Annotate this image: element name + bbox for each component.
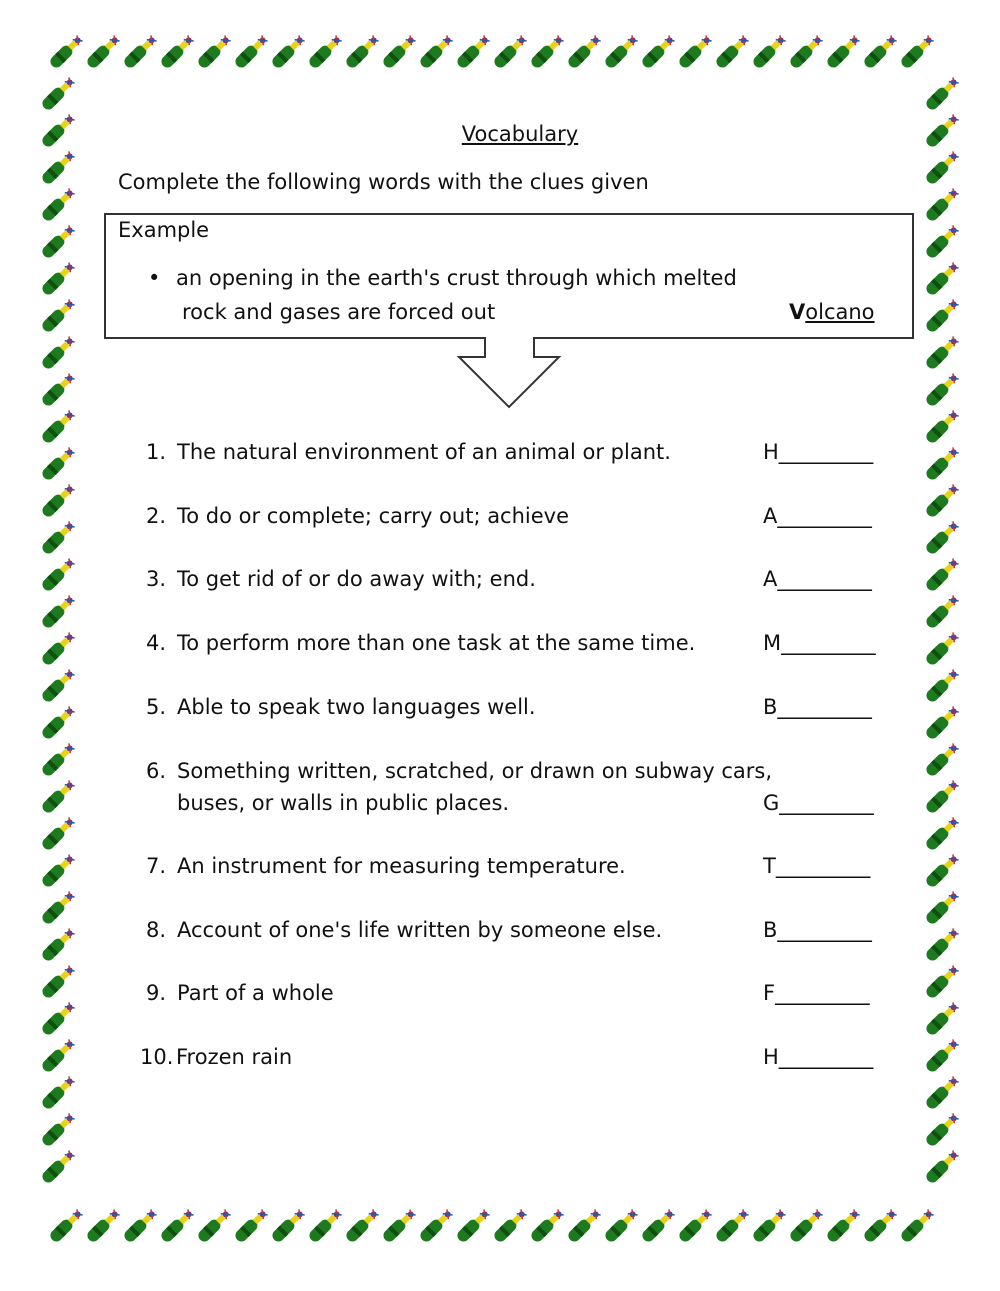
bottle-icon [40,372,76,408]
answer-blank[interactable]: A_________ [763,504,872,528]
question-number: 8. [146,918,167,942]
bottle-icon [40,187,76,223]
bottle-icon [924,298,960,334]
question-clue: Part of a whole [177,981,334,1005]
question-number: 5. [146,695,167,719]
bottle-icon [233,34,269,70]
question-clue: Able to speak two languages well. [177,695,536,719]
bottle-icon [924,1112,960,1148]
bottle-icon [85,1208,121,1244]
bottle-icon [924,964,960,1000]
bottle-icon [924,1038,960,1074]
bottle-icon [603,1208,639,1244]
bottle-icon [924,594,960,630]
bottle-icon [788,34,824,70]
instruction-text: Complete the following words with the clues given [118,170,649,194]
answer-blank[interactable]: M_________ [763,631,876,655]
bottle-icon [566,1208,602,1244]
bottle-icon [48,1208,84,1244]
question-number: 3. [146,567,167,591]
question-clue: The natural environment of an animal or plant. [177,440,671,464]
bottle-icon [40,1075,76,1111]
bottle-icon [924,261,960,297]
question-clue-continued: buses, or walls in public places. [177,791,510,815]
bottle-icon [529,1208,565,1244]
bottle-icon [751,34,787,70]
bottle-icon [40,964,76,1000]
bottle-icon [159,34,195,70]
bottle-icon [825,34,861,70]
bottle-icon [455,1208,491,1244]
bottle-icon [418,1208,454,1244]
bottle-icon [714,1208,750,1244]
question-clue: To perform more than one task at the same time. [177,631,696,655]
example-answer-rest: olcano [805,300,875,324]
bottle-icon [862,34,898,70]
answer-blank[interactable]: H_________ [763,1045,874,1069]
bottle-icon [122,34,158,70]
answer-blank[interactable]: B_________ [763,918,872,942]
bottle-icon [40,1112,76,1148]
bottle-icon [40,298,76,334]
bottle-icon [529,34,565,70]
bottle-icon [924,631,960,667]
question-number: 9. [146,981,167,1005]
bottle-icon [196,1208,232,1244]
example-label: Example [118,218,210,242]
bottle-icon [40,557,76,593]
example-box [104,213,914,339]
bottle-icon [924,890,960,926]
bottle-icon [924,705,960,741]
bottle-icon [924,1001,960,1037]
bottle-icon [40,409,76,445]
question-clue: Account of one's life written by someone else. [177,918,663,942]
bottle-icon [40,927,76,963]
bottle-icon [899,34,935,70]
question-number: 6. [146,759,167,783]
answer-blank[interactable]: A_________ [763,567,872,591]
bottle-icon [40,335,76,371]
bottle-icon [924,372,960,408]
question-clue: To do or complete; carry out; achieve [177,504,570,528]
question-number: 7. [146,854,167,878]
bottle-icon [924,483,960,519]
example-answer-first-letter: V [789,300,806,324]
bottle-icon [640,1208,676,1244]
bottle-icon [924,520,960,556]
bottle-icon [40,76,76,112]
example-clue-line1: an opening in the earth's crust through which melted [176,266,737,290]
bottle-icon [751,1208,787,1244]
bottle-icon [40,705,76,741]
bottle-icon [307,34,343,70]
bottle-icon [40,816,76,852]
bottle-icon [924,409,960,445]
bottle-icon [924,150,960,186]
example-bullet: • [148,266,161,290]
bottle-icon [381,34,417,70]
bottle-icon [344,34,380,70]
question-number: 1. [146,440,167,464]
question-clue: An instrument for measuring temperature. [177,854,626,878]
example-clue-line2: rock and gases are forced out [182,300,496,324]
question-clue: To get rid of or do away with; end. [177,567,536,591]
bottle-icon [40,668,76,704]
bottle-icon [40,1001,76,1037]
answer-blank[interactable]: B_________ [763,695,872,719]
bottle-icon [862,1208,898,1244]
answer-blank[interactable]: G_________ [763,791,874,815]
question-number: 2. [146,504,167,528]
bottle-icon [924,446,960,482]
bottle-icon [307,1208,343,1244]
bottle-icon [924,927,960,963]
bottle-icon [40,779,76,815]
bottle-icon [714,34,750,70]
answer-blank[interactable]: F_________ [763,981,870,1005]
bottle-icon [566,34,602,70]
bottle-icon [40,742,76,778]
bottle-icon [270,1208,306,1244]
answer-blank[interactable]: H_________ [763,440,874,464]
bottle-icon [924,779,960,815]
bottle-icon [40,1149,76,1185]
bottle-icon [40,224,76,260]
bottle-icon [924,187,960,223]
bottle-icon [381,1208,417,1244]
bottle-icon [924,557,960,593]
bottle-icon [85,34,121,70]
answer-blank[interactable]: T_________ [763,854,871,878]
bottle-icon [40,594,76,630]
bottle-icon [924,1149,960,1185]
bottle-icon [40,853,76,889]
bottle-icon [40,1038,76,1074]
bottle-icon [924,224,960,260]
bottle-icon [48,34,84,70]
question-clue: Something written, scratched, or drawn on subway cars, [177,759,772,783]
bottle-icon [196,34,232,70]
bottle-icon [924,816,960,852]
page-title: Vocabulary [461,122,579,146]
bottle-icon [924,335,960,371]
bottle-icon [40,150,76,186]
bottle-icon [40,520,76,556]
bottle-icon [159,1208,195,1244]
question-number: 4. [146,631,167,655]
bottle-icon [677,1208,713,1244]
bottle-icon [233,1208,269,1244]
bottle-icon [40,631,76,667]
bottle-icon [924,1075,960,1111]
question-clue: Frozen rain [176,1045,293,1069]
bottle-icon [825,1208,861,1244]
question-number: 10. [140,1045,174,1069]
down-arrow-icon [455,337,565,412]
bottle-icon [40,890,76,926]
bottle-icon [455,34,491,70]
bottle-icon [924,76,960,112]
bottle-icon [344,1208,380,1244]
bottle-icon [924,853,960,889]
bottle-icon [788,1208,824,1244]
bottle-icon [270,34,306,70]
bottle-icon [40,483,76,519]
bottle-icon [122,1208,158,1244]
bottle-icon [40,446,76,482]
bottle-icon [640,34,676,70]
bottle-icon [899,1208,935,1244]
bottle-icon [924,668,960,704]
bottle-icon [492,1208,528,1244]
bottle-icon [418,34,454,70]
bottle-icon [492,34,528,70]
example-answer [789,300,875,324]
bottle-icon [924,742,960,778]
bottle-icon [40,261,76,297]
bottle-icon [677,34,713,70]
bottle-icon [603,34,639,70]
